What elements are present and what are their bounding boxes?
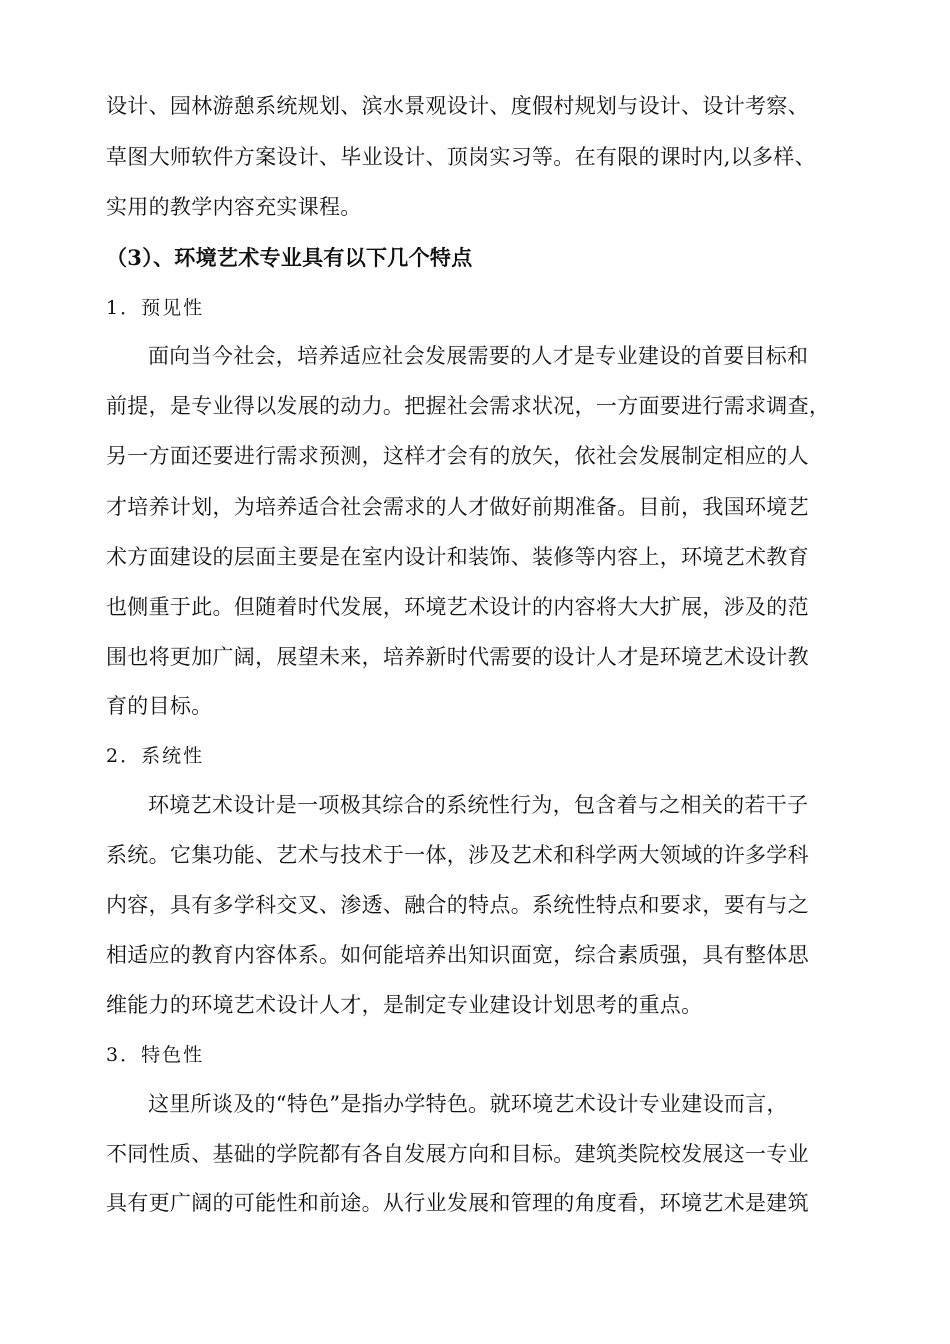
item-title: 2．系统性: [106, 745, 205, 767]
paragraph-line: 系统。它集功能、艺术与技术于一体，涉及艺术和科学两大领域的许多学科: [106, 843, 809, 867]
paragraph-line: 具有更广阔的可能性和前途。从行业发展和管理的角度看，环境艺术是建筑: [106, 1191, 809, 1215]
paragraph-line: 才培养计划，为培养适合社会需求的人才做好前期准备。目前，我国环境艺: [106, 495, 809, 519]
paragraph-line: 术方面建设的层面主要是在室内设计和装饰、装修等内容上，环境艺术教育: [106, 545, 809, 569]
paragraph-line: 也侧重于此。但随着时代发展，环境艺术设计的内容将大大扩展，涉及的范: [106, 595, 809, 619]
paragraph-line: 另一方面还要进行需求预测，这样才会有的放矢，依社会发展制定相应的人: [106, 444, 809, 468]
paragraph-line: 设计、园林游憩系统规划、滨水景观设计、度假村规划与设计、设计考察、: [106, 94, 809, 118]
paragraph-line: 实用的教学内容充实课程。: [106, 195, 362, 219]
paragraph-line: 前提，是专业得以发展的动力。把握社会需求状况，一方面要进行需求调查，: [106, 394, 831, 418]
paragraph-line: 这里所谈及的“特色”是指办学特色。就环境艺术设计专业建设而言，: [148, 1092, 788, 1116]
paragraph-line: 内容，具有多学科交叉、渗透、融合的特点。系统性特点和要求，要有与之: [106, 893, 809, 917]
paragraph-line: 维能力的环境艺术设计人才，是制定专业建设计划思考的重点。: [106, 993, 703, 1017]
paragraph-line: 环境艺术设计是一项极其综合的系统性行为，包含着与之相关的若干子: [148, 793, 809, 817]
paragraph-line: 草图大师软件方案设计、毕业设计、顶岗实习等。在有限的课时内,以多样、: [106, 145, 816, 169]
paragraph-line: 育的目标。: [106, 694, 213, 718]
item-title: 3．特色性: [106, 1044, 205, 1066]
paragraph-line: 不同性质、基础的学院都有各自发展方向和目标。建筑类院校发展这一专业: [106, 1142, 809, 1166]
paragraph-line: 相适应的教育内容体系。如何能培养出知识面宽，综合素质强，具有整体思: [106, 943, 809, 967]
item-title: 1．预见性: [106, 297, 205, 319]
paragraph-line: 面向当今社会，培养适应社会发展需要的人才是专业建设的首要目标和: [148, 344, 809, 368]
section-heading: （3）、环境艺术专业具有以下几个特点: [106, 245, 473, 270]
paragraph-line: 围也将更加广阔，展望未来，培养新时代需要的设计人才是环境艺术设计教: [106, 645, 809, 669]
